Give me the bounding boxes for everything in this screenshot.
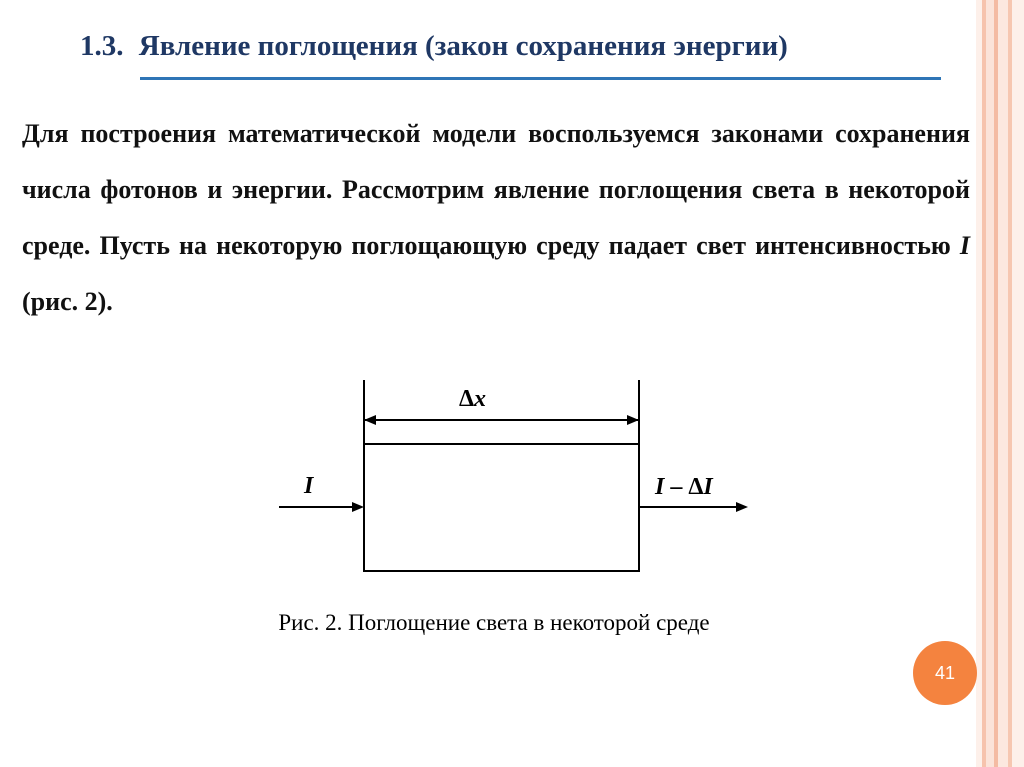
slide-title [80, 30, 788, 63]
output-var-2: I [703, 474, 713, 500]
decorative-side-stripes [976, 0, 1024, 767]
paragraph-tail: (рис. 2). [22, 287, 113, 316]
output-var-1: I [655, 474, 665, 500]
output-minus: – [664, 474, 689, 500]
medium-box [364, 444, 639, 571]
body-paragraph [22, 106, 970, 330]
input-arrowhead [352, 502, 364, 512]
input-intensity-label: I [304, 473, 314, 499]
title-underline [140, 77, 941, 80]
paragraph-main: Для построения математической модели воспользуемся законами сохранения числа фотонов и энергии. Рассмотрим явление поглощения света в некоторой среде. Пусть на некоторую поглощающую среду падает свет интенсивностью [22, 119, 970, 260]
figure-caption: Рис. 2. Поглощение света в некоторой среде [278, 610, 710, 635]
page-number-badge: 41 [913, 641, 977, 705]
dimension-arrow-left [364, 415, 376, 425]
output-intensity-label [655, 474, 713, 501]
width-var: x [474, 386, 487, 412]
output-delta: Δ [688, 474, 704, 500]
title-number: 1.3. [80, 30, 124, 62]
delta-symbol: Δ [459, 386, 475, 412]
dimension-arrow-right [627, 415, 639, 425]
title-text: Явление поглощения (закон сохранения энергии) [138, 30, 788, 62]
paragraph-intensity-var: I [959, 231, 970, 260]
width-label [459, 386, 486, 413]
output-arrowhead [736, 502, 748, 512]
